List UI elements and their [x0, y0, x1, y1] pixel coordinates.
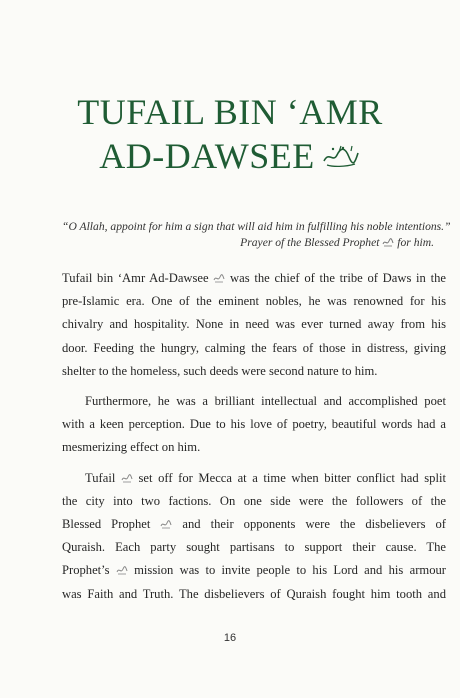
- p1-line-1: [62, 267, 446, 290]
- honorific-glyph-icon: [121, 473, 133, 483]
- p2-line-3: mesmerizing effect on him.: [62, 440, 201, 455]
- paragraph-2: [62, 390, 446, 460]
- p2-line-2: with a keen perception. Due to his love of poetry, beautiful words had a: [62, 417, 446, 432]
- body-text: [62, 267, 446, 613]
- chapter-title: [0, 90, 460, 178]
- p3-line-5: [62, 559, 446, 582]
- epigraph-quote: “O Allah, appoint for him a sign that will aid him in fulfilling his noble intentions.”: [62, 220, 451, 233]
- p3-line-1: [62, 467, 446, 490]
- p3-line-1a: Tufail: [85, 470, 116, 485]
- epigraph-attribution-before: Prayer of the Blessed Prophet: [240, 236, 380, 249]
- p1-line-1a: Tufail bin ‘Amr Ad-Dawsee: [62, 271, 209, 285]
- p1-line-2: pre-Islamic era. One of the eminent nobles, he was renowned for his: [62, 294, 446, 309]
- p3-line-1b: set off for Mecca at a time when bitter conflict had split: [138, 470, 446, 485]
- p3-line-3a: Blessed Prophet: [62, 517, 151, 532]
- p3-line-2: the city into two factions. On one side were the followers of the: [62, 493, 446, 508]
- honorific-glyph-icon: [213, 273, 225, 283]
- salutation-glyph-icon: [160, 519, 172, 529]
- p1-line-4: door. Feeding the hungry, calming the fears of those in distress, giving: [62, 340, 446, 355]
- chapter-title-line-1: TUFAIL BIN ‘AMR: [77, 92, 383, 132]
- p3-line-3b: and their opponents were the disbelievers of: [182, 517, 446, 532]
- radiyallahu-anhu-calligraphy-icon: [321, 143, 361, 169]
- p3-line-5b: mission was to invite people to his Lord and his armour: [134, 563, 446, 578]
- p1-line-5: shelter to the homeless, such deeds were second nature to him.: [62, 363, 378, 378]
- chapter-title-line-2: [0, 134, 460, 178]
- p1-line-3: chivalry and hospitality. None in need was ever turned away from his: [62, 317, 446, 332]
- p3-line-6: was Faith and Truth. The disbelievers of Quraish fought him tooth and: [62, 586, 446, 601]
- p3-line-4: Quraish. Each party sought partisans to support their cause. The: [62, 540, 446, 555]
- epigraph-attribution: [62, 235, 434, 251]
- p1-line-1b: was the chief of the tribe of Daws in the: [230, 271, 446, 285]
- salutation-glyph-icon: [116, 565, 128, 575]
- epigraph-attribution-after: for him.: [397, 236, 434, 249]
- p2-line-1: Furthermore, he was a brilliant intellectual and accomplished poet: [85, 394, 446, 409]
- epigraph: [62, 219, 451, 251]
- paragraph-3: [62, 467, 446, 606]
- page-number: 16: [223, 632, 237, 644]
- salutation-glyph-icon: [382, 237, 394, 247]
- p3-line-5a: Prophet’s: [62, 563, 110, 578]
- chapter-title-line-2-text: AD-DAWSEE: [99, 136, 315, 176]
- paragraph-1: [62, 267, 446, 383]
- p3-line-3: [62, 513, 446, 536]
